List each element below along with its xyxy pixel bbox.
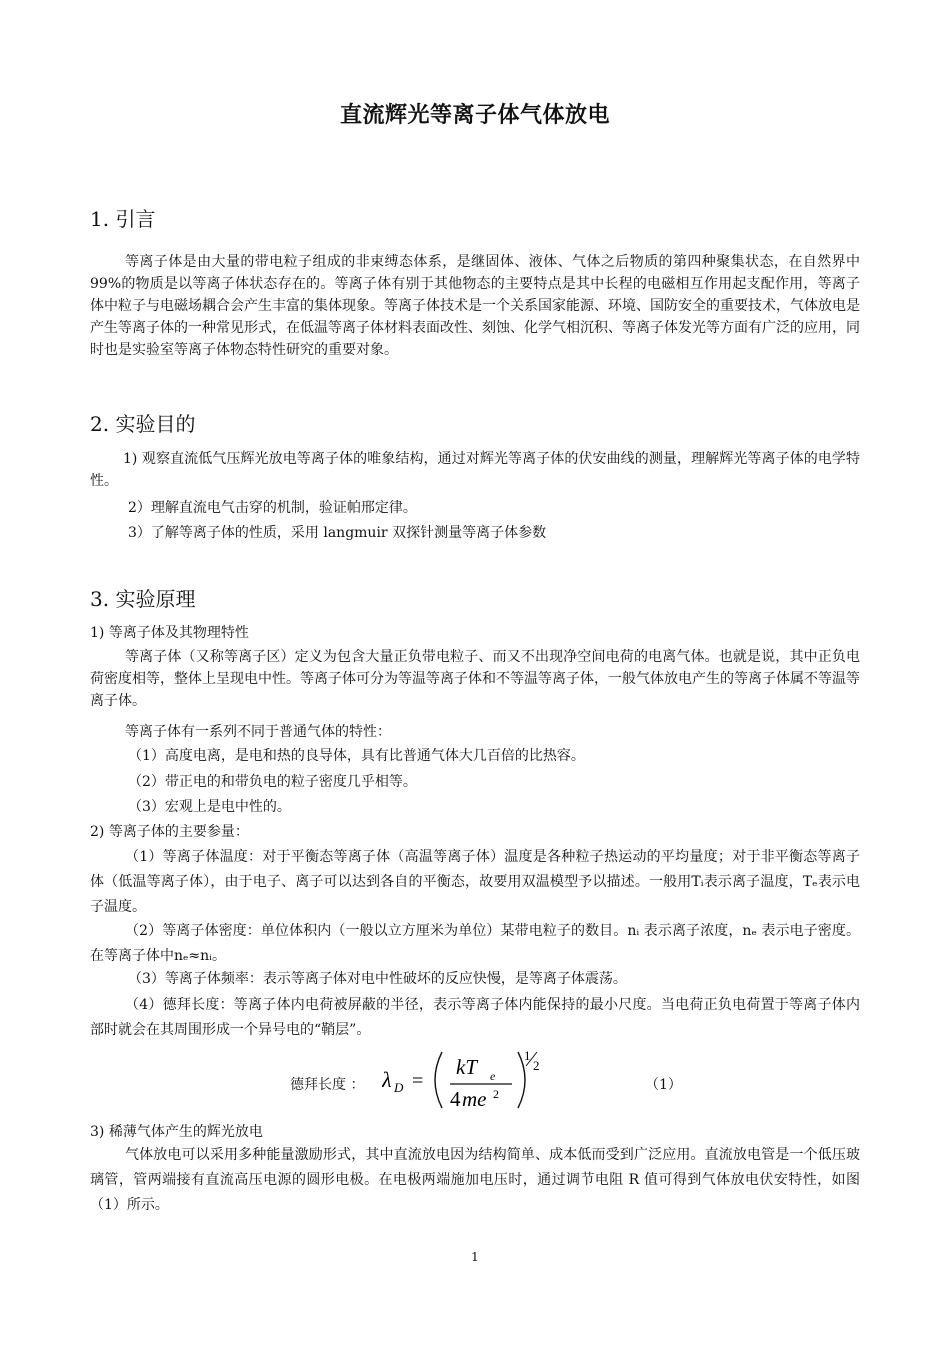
introduction-paragraph: 等离子体是由大量的带电粒子组成的非束缚态体系，是继固体、液体、气体之后物质的第四种聚集状态，在自然界中 99%的物质是以等离子体状态存在的。等离子体有别于其他物态的主要特点是其中长程的电磁相互作用起支配作用，等离子体中粒子与电磁场耦合会产生丰富的集体现象。等离子体技术是一个关系国家能源、环境、国防安全的重要技术，气体放电是产生等离子体的一种常见形式，在低温等离子体材料表面改性、刻蚀、化学气相沉积、等离子体发光等方面有广泛的应用，同时也是实验室等离子体物态特性研究的重要对象。: [90, 254, 860, 358]
debye-length-paragraph: （4）德拜长度：等离子体内电荷被屏蔽的半径，表示等离子体内能保持的最小尺度。当电荷正负电荷置于等离子体内部时就会在其周围形成一个异号电的“鞘层”。: [90, 997, 860, 1038]
svg-text:D: D: [394, 1080, 404, 1095]
plasma-temperature-paragraph: （1）等离子体温度：对于平衡态等离子体（高温等离子体）温度是各种粒子热运动的平均量度；对于非平衡态等离子体（低温等离子体），由于电子、离子可以达到各自的平衡态，故要用双温模型予以描述。一般用Tᵢ表示离子温度，Tₑ表示电子温度。: [90, 849, 860, 915]
svg-text:=: =: [412, 1070, 424, 1092]
svg-text:λ: λ: [382, 1067, 392, 1092]
subsection-heading-glow-discharge: 3) 稀薄气体产生的辉光放电: [90, 1124, 263, 1140]
svg-text:1: 1: [524, 1048, 531, 1063]
subsection-heading-plasma-parameters: 2) 等离子体的主要参量：: [90, 824, 249, 840]
svg-text:2: 2: [493, 1087, 499, 1101]
svg-text:4: 4: [450, 1087, 461, 1111]
svg-text:kT: kT: [456, 1055, 477, 1079]
plasma-property-item: （3）宏观上是电中性的。: [128, 799, 291, 815]
plasma-density-paragraph: （2）等离子体密度：单位体积内（一般以立方厘米为单位）某带电粒子的数目。nᵢ 表示离子浓度，nₑ 表示电子密度。在等离子体中nₑ≈nᵢ。: [90, 923, 860, 964]
plasma-definition-paragraph: 等离子体（又称等离子区）定义为包含大量正负带电粒子、而又不出现净空间电荷的电离气体。也就是说，其中正负电荷密度相等，整体上呈现电中性。等离子体可分为等温等离子体和不等温等离子体，一般气体放电产生的等离子体属不等温等离子体。: [90, 649, 860, 709]
plasma-properties-intro: 等离子体有一系列不同于普通气体的特性：: [125, 724, 391, 740]
section-heading-objectives: 2. 实验目的: [90, 412, 196, 436]
formula-label: 德拜长度 ：: [290, 1077, 365, 1093]
plasma-frequency-paragraph: （3）等离子体频率：表示等离子体对电中性破坏的反应快慢，是等离子体震荡。: [128, 971, 627, 987]
debye-formula-graphic: [382, 1046, 592, 1112]
plasma-property-item: （2）带正电的和带负电的粒子密度几乎相等。: [128, 774, 417, 790]
section-heading-introduction: 1. 引言: [90, 207, 156, 231]
svg-text:e: e: [490, 1069, 496, 1083]
svg-text:2: 2: [533, 1058, 540, 1073]
page-number: 1: [471, 1250, 479, 1264]
section-heading-principles: 3. 实验原理: [90, 587, 196, 611]
svg-text:me: me: [462, 1087, 487, 1111]
plasma-property-item: （1）高度电离，是电和热的良导体，具有比普通气体大几百倍的比热容。: [128, 748, 585, 764]
objective-item-3: 3）了解等离子体的性质，采用 langmuir 双探针测量等离子体参数: [128, 525, 547, 541]
objective-item-1: 1) 观察直流低气压辉光放电等离子体的唯象结构，通过对辉光等离子体的伏安曲线的测量，理解辉光等离子体的电学特性。: [90, 451, 860, 489]
subsection-heading-plasma-properties: 1) 等离子体及其物理特性: [90, 625, 249, 641]
objective-item-2: 2）理解直流电气击穿的机制，验证帕邢定律。: [128, 500, 417, 516]
formula-number: （1）: [645, 1077, 682, 1093]
debye-length-formula: [290, 1046, 710, 1112]
glow-discharge-paragraph: 气体放电可以采用多种能量激励形式，其中直流放电因为结构简单、成本低而受到广泛应用。直流放电管是一个低压玻璃管，管两端接有直流高压电源的圆形电极。在电极两端施加电压时，通过调节电阻 R 值可得到气体放电伏安特性，如图（1）所示。: [90, 1147, 860, 1213]
document-title: 直流辉光等离子体气体放电: [339, 103, 610, 128]
